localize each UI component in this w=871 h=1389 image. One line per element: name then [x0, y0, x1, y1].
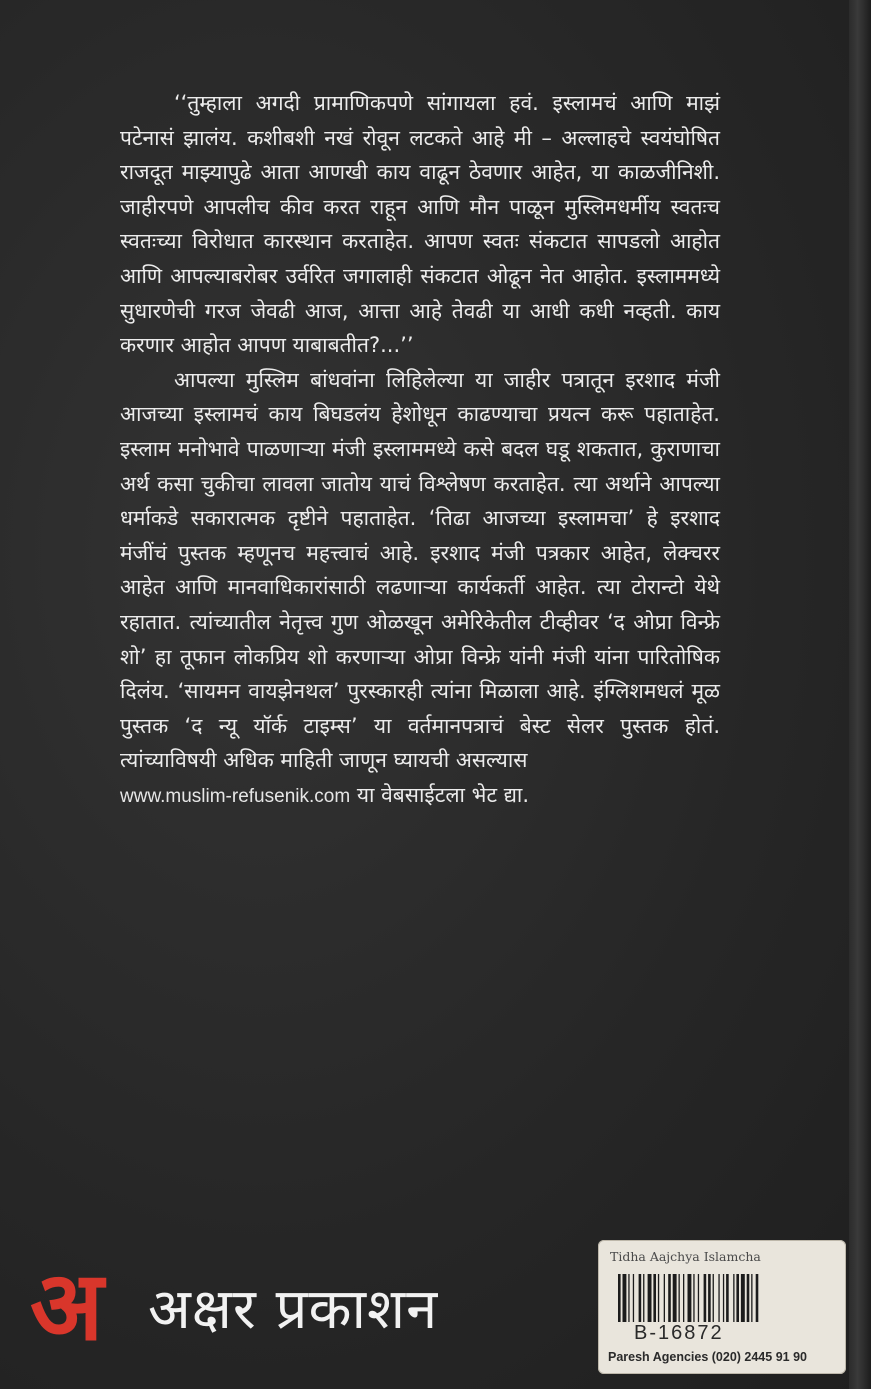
cover-spine-edge [849, 0, 871, 1389]
blurb [120, 86, 720, 814]
sticker-title: Tidha Aajchya Islamcha [610, 1249, 761, 1264]
barcode-icon [616, 1274, 828, 1322]
akshar-logo-icon [26, 1259, 144, 1355]
sticker-agency: Paresh Agencies (020) 2445 91 90 [608, 1350, 807, 1364]
sticker-code: B-16872 [634, 1322, 724, 1344]
svg-text:अ: अ [30, 1259, 104, 1355]
website-line [120, 778, 720, 815]
publisher-name: अक्षर प्रकाशन [148, 1277, 439, 1342]
website-url[interactable]: www.muslim-refusenik.com [120, 785, 351, 807]
price-sticker [598, 1240, 846, 1374]
quote-paragraph: ‘‘तुम्हाला अगदी प्रामाणिकपणे सांगायला हवं. इस्लामचं आणि माझं पटेनासं झालंय. कशीबशी नखं रोवून लटकते आहे मी – अल्लाहचे स्वयंघोषित राजदूत माझ्यापुढे आता आणखी काय वाढून ठेवणार आहेत, या काळजीनिशी. जाहीरपणे आपलीच कीव करत राहून आणि मौन पाळून मुस्लिमधर्मीय स्वतःच स्वतःच्या विरोधात कारस्थान करताहेत. आपण स्वतः संकटात सापडलो आहोत आणि आपल्याबरोबर उर्वरित जगालाही संकटात ओढून नेत आहोत. इस्लाममध्ये सुधारणेची गरज जेवढी आज, आत्ता आहे तेवढी या आधी कधी नव्हती. काय करणार आहोत आपण याबाबतीत?...’’ [120, 91, 720, 358]
publisher-logo [26, 1247, 438, 1367]
description-paragraph: आपल्या मुस्लिम बांधवांना लिहिलेल्या या जाहीर पत्रातून इरशाद मंजी आजच्या इस्लामचं काय बिघडलंय हेशोधून काढण्याचा प्रयत्न करू पहाताहेत. इस्लाम मनोभावे पाळणाऱ्या मंजी इस्लाममध्ये कसे बदल घडू शकतात, कुराणाचा अर्थ कसा चुकीचा लावला जातोय याचं विश्लेषण करताहेत. त्या अर्थाने आपल्या धर्माकडे सकारात्मक दृष्टीने पहाताहेत. ‘तिढा आजच्या इस्लामचा’ हे इरशाद मंजींचं पुस्तक म्हणूनच महत्त्वाचं आहे. इरशाद मंजी पत्रकार आहेत, लेक्चरर आहेत आणि मानवाधिकारांसाठी लढणाऱ्या कार्यकर्ती आहेत. त्या टोरान्टो येथे रहातात. त्यांच्यातील नेतृत्त्व गुण ओळखून अमेरिकेतील टीव्हीवर ‘द ओप्रा विन्फ्रे शो’ हा तूफान लोकप्रिय शो करणाऱ्या ओप्रा विन्फ्रे यांनी मंजी यांना पारितोषिक दिलंय. ‘सायमन वायझेनथल’ पुरस्कारही त्यांना मिळाला आहे. इंग्लिशमधलं मूळ पुस्तक ‘द न्यू यॉर्क टाइम्स’ या वर्तमानपत्राचं बेस्ट सेलर पुस्तक होतं. त्यांच्याविषयी अधिक माहिती जाणून घ्यायची असल्यास [120, 367, 720, 773]
website-suffix: या वेबसाईटला भेट द्या. [350, 782, 530, 807]
